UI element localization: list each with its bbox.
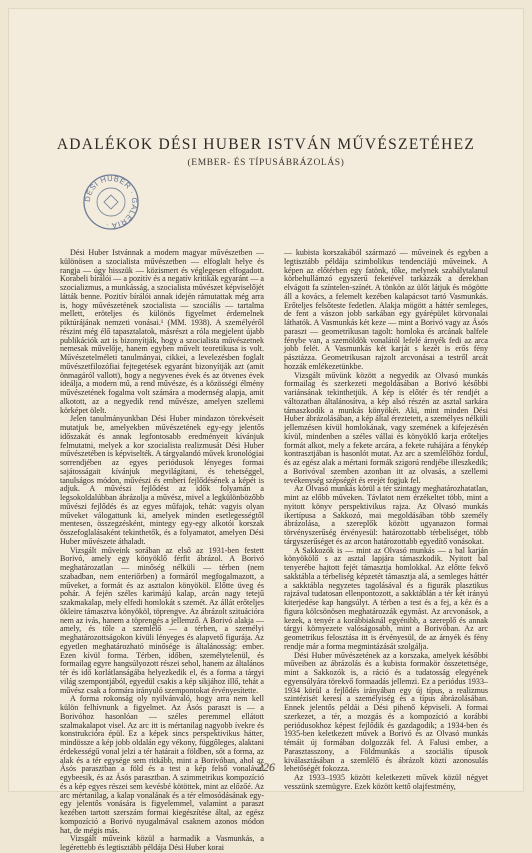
paragraph: A forma rokonság oly nyilvánvaló, hogy arra nem kell külön felhívnunk a figyelmet. Az Ásós paraszt is — a Borivóhoz hasonlóan — széles peremmel ellátott szalmakalapot visel. Az arc itt is mértanilag nagyobb ívekre és konstrukcióra épül. Ez a képek sincs perspektivikus hátter, mindössze a kép jobb oldalán egy vékony, függőleges, alaktani érdekességű vonal jelzi a tér határait a földben, sőt a forma, az alak és a tér egysége sem ritkább, mint a Borivóban, ahol az Ásós parasztban a föld és a test a kép felső vonalával egybeesik, és az Ásós parasztban. A szimmetrikus kompozíció és a kép egyes részei sem kevésbé kötöttek, mint az előzőé. Az arc mértanilag, a kalap vonalának és a tér elmosódásának egy-egy jelentős vonására is figyelemmel, valamint a paraszt kezében tartott szerszám formai kiegészítése által, az egész kompozíció a Borivó nyugalmával csaknem azonos módon hat, de mégis más. [60,694,264,835]
column-right [284,248,488,791]
paragraph: Vizsgált műveink közül a harmadik a Vasmunkás, a legérettebb és legtisztább példája Dési Huber korai [60,834,264,852]
page-paper [8,8,524,852]
paragraph: A Sakkozók is — mint az Olvasó munkás — a bal karján könyökölő s az asztal lapjára támaszkodik. Nyitott bal tenyerébe hajtott fejét támasztja homlokkal. Az előtte fekvő sakktábla a térbeliség képzetét támasztja alá, a semleges háttér a sakktábla negyzetes tagolásával és a figurák plasztikus rajzával tudatosan ellenpontozott, a sakktáblán a tér két irányú kiterjedése kap hangsúlyt. A térben a test és a fej, a kéz és a figura kölcsönösen meghatározzák egymást. Az arcvonások, a kezek, a tenyér a korábbiaknál egyénibb, a szereplő és annak tárgyi környezete valóságosabb, mint a Borivóban. Az arc geometrikus felosztása itt is érvényesül, de az árnyék és fény rendje már a forma megmintázását szolgálja. [284,545,488,651]
library-stamp-icon [80,171,142,233]
paragraph: Vizsgált műveink sorában az első az 1931-ben festett Borivó, amely egy könyöklő férfit ábrázol. A Borivó meghatározatlan — minőség nélküli — térben (nem szabadban, nem enteriőrben) a formáról megfogalmazott, a műveket, a formát és az asztalon könyököl. Előtte üveg és pohár. A fején széles karimájú kalap, arcán nagy tetejű szakmakalap, mely elfedi homlokát s szemét. Az állát erőteljes ökleire támasztva könyököl, töprengve. Az ábrázolt szituációra nem az ivás, hanem a töprengés a jellemző. A Borivó alakja — amely, és tőle a szemlélő — a térben, a személyi meghatározottságokon kívüli lényeges és alapvető figurája. Az egyetlen meghatározható minősége is általánosság: ember. Ezen kívül forma. Térben, időben, személytelenül, és formailag egyre hangsúlyozott részei sehol, hanem az általános tér és idő korlátlanságába helyezkedik el, és a forma a tárgyi világ szempontjából, egyedül csakis a kép síkjához illő, tehát a művész csak a formára irányuló szempontokat érvényesítette. [60,545,264,695]
paragraph: Az 1933–1935 között keletkezett művek közül négyet vesszünk szemügyre. Ezek között kettő olajfestmény, [284,773,488,791]
paragraph: Dési Huber Istvánnak a modern magyar művészetben — különösen a szocialista művészetben — elfoglalt helye és rangja — úgy hisszük — közismert és véglegesen elfogadott. Korabeli bírálói — a pozitív és a negatív kritikák egyaránt — a szocializmus, a munkásság, a szocialista művészet képviselőjét látták benne. Pozitív bírálói annak idején rámutattak még arra is, hogy művészetének szocialista — szociális — tartalma mellett, eröteljes és különös figyelmet érdemelnek piktúrájának nemzeti vonásai.¹ (MM. 1938). A személyéről részint még élő tapasztalatok, másrészt a róla megjelent újabb publikációk azt is bizonyítják, hogy a szocialista művészetnek nemesak művelője, hanem egyben művelt teoretikusa is volt. Művészetelméleti tanulmányai, cikkei, a levelezésben foglalt művészetfilozófiai fejtegetések egyaránt bizonyítják azt (amit önmagáról vallott), hogy a negyvenes évek és az ötvenes évek ideálja, a modern mű, a rend művésze, és a közösségi élmény művészetének fogalma volt számára a modernség alapja, amit alkotott, az a negyedik rend művésze, amelyen szellemi körképet ölelt. [60,248,264,415]
paragraph: Az Olvasó munkás körül a tér szintagy meghatározhatatlan, mint az előbb műveken. Távlatot nem érzékeltet több, mint a nyitott könyv perspektivikus rajza. Az Olvasó munkás ikertípusa a Sakkozó, mai megoldásában több személy ábrázolása, a szereplők között ugyanazon formai törvényszerűség érvényesül: határozottabb térbeliséget, több tárgyszerűséget és az arcon határozottabb egyedítő vonásokat. [284,484,488,546]
column-left [60,248,264,852]
article-subtitle: (EMBER- ÉS TÍPUSÁBRÁZOLÁS) [187,158,345,168]
paragraph: Jelen tanulmányunkban Dési Huber mindazon törekvéseit mutatjuk be, amelyekben művészetének egy-egy jelentős időszakát és annak legfontosabb eredményeit kívánjuk felmutatni, melyek a kor szocialista realizmusát Dési Huber művészetében is képviselték. A tárgyalandó művek kronológiai sorrendjében az egyes periódusok lényeges formai sajátosságait kívánjuk megvilágítani, és tehetséggel, tanulságos módon, művészi és emberi fejlődésének a képét is adjuk. A művészi fejlődést az idők folyamán a legsokoldalúbban ábrázolja a művész, mivel a legkülönbözőbb művészi fejlődés és az egyes műfajok, tehát: vagyis olyan műveket válogattunk ki, amelyek minden esetlegességtől mentesen, összegzésként, mintegy egy-egy alkotói korszak összefoglalásaként tekinthetők, és a folyamatot, amelyen Dési Huber művészete áthaladt. [60,414,264,546]
paragraph: — kubista korszakából származó — műveinek és egyben a legtisztább példája szimbolikus tendenciájú műveinek. A képen az előtérben egy fatönk, tőke, melynek szabálytalanul körbehullámzó egyszerű feketével tarkázzák a derekban elvágott fa színtelen-színét. A tönkön az ülőt látjuk és mögötte áll a kovács, a felemelt kezében kalapácsot tartó Vasmunkás. Erőteljes felsőteste fedetlen. Alakja mögött a háttér semleges, de fent a vászon jobb sarkában egy gyárépület körvonalai láthatók. A Vasmunkás két keze — mint a Borivó vagy az Ásós paraszt — geometrikusan tagolt: homloka és arcának balfele fénybe van, a szemöldök vonalától lefelé árnyék fedi az arca jobb felét. A Vasmunkás két karját s kezét is erős fény pásztázza. Geometrikusan rajzolt arcvonásai a testről arcát hozzák emlékezetünkbe. [284,248,488,371]
svg-text:DÉSI HUBER · GALÉRIA · [83,174,139,230]
page-number: 226 [257,760,275,774]
article-title: ADALÉKOK DÉSI HUBER ISTVÁN MŰVÉSZETÉHEZ [56,136,476,153]
paragraph: Vizsgált művünk között a negyedik az Olvasó munkás formailag és szerkezeti megoldásában a Borivó későbbi variánsának tekinthetjük. A kép is előtér és tér rendjét a változatban általánosítva, a kép alsó részén az asztal sarkára támaszkodik a munkás könyökét. Aki, mint minden Dési Huber ábrázolásában, a kép által éreztetett, a személyes nélküli jellemzésen kívül homlokának, vagy szemének a kifejezésén kívül, mindenben a széles vállai és könyöklő karja erőteljes formát alkot, mely a fekete arcára, a fekete ruhájára a fénykép kontrasztjában is hasonlót mutat. Az arc a szemlélőhöz fordul, és az egész alak a mértani formák szigorú rendjébe illeszkedik; a Borivóval szemben azonban itt az olvasás, a szellemi tevékenység szépségét és erejét fogjuk fel. [284,370,488,485]
stamp-text: DÉSI HUBER · GALÉRIA · [82,173,140,231]
paragraph: Dési Huber művészetének az a korszaka, amelyek későbbi műveiben az ábrázolás és a kubista formakör összetettsége, mint a Sakkozók is, a ráció és a tudatosság elegyének egyensúlyára törekvő formaadás jellemzi. Ez a periódus 1933–1934 körül a fejlődés irányában egy új típus, a realizmus szintézisét keresi a személyiség és a típus ábrázolásában. Ennek jelentős példái a Dési pihenő képviseli. A formai szerkezet, a tér, a mozgás és a kompozíció a korábbi periódusokhoz képest fejlődik és gazdagodik; a 1934-ben és 1935-ben keletkezett művek a Borivó és az Olvasó munkás témáit új formában dolgozzák fel. A Falusi ember, a Parasztasszony, a Földmunkás a szociális típusok kiválasztásában a szemlélő és ábrázolt közti azonosulás lehetőségét fokozza. [284,650,488,774]
